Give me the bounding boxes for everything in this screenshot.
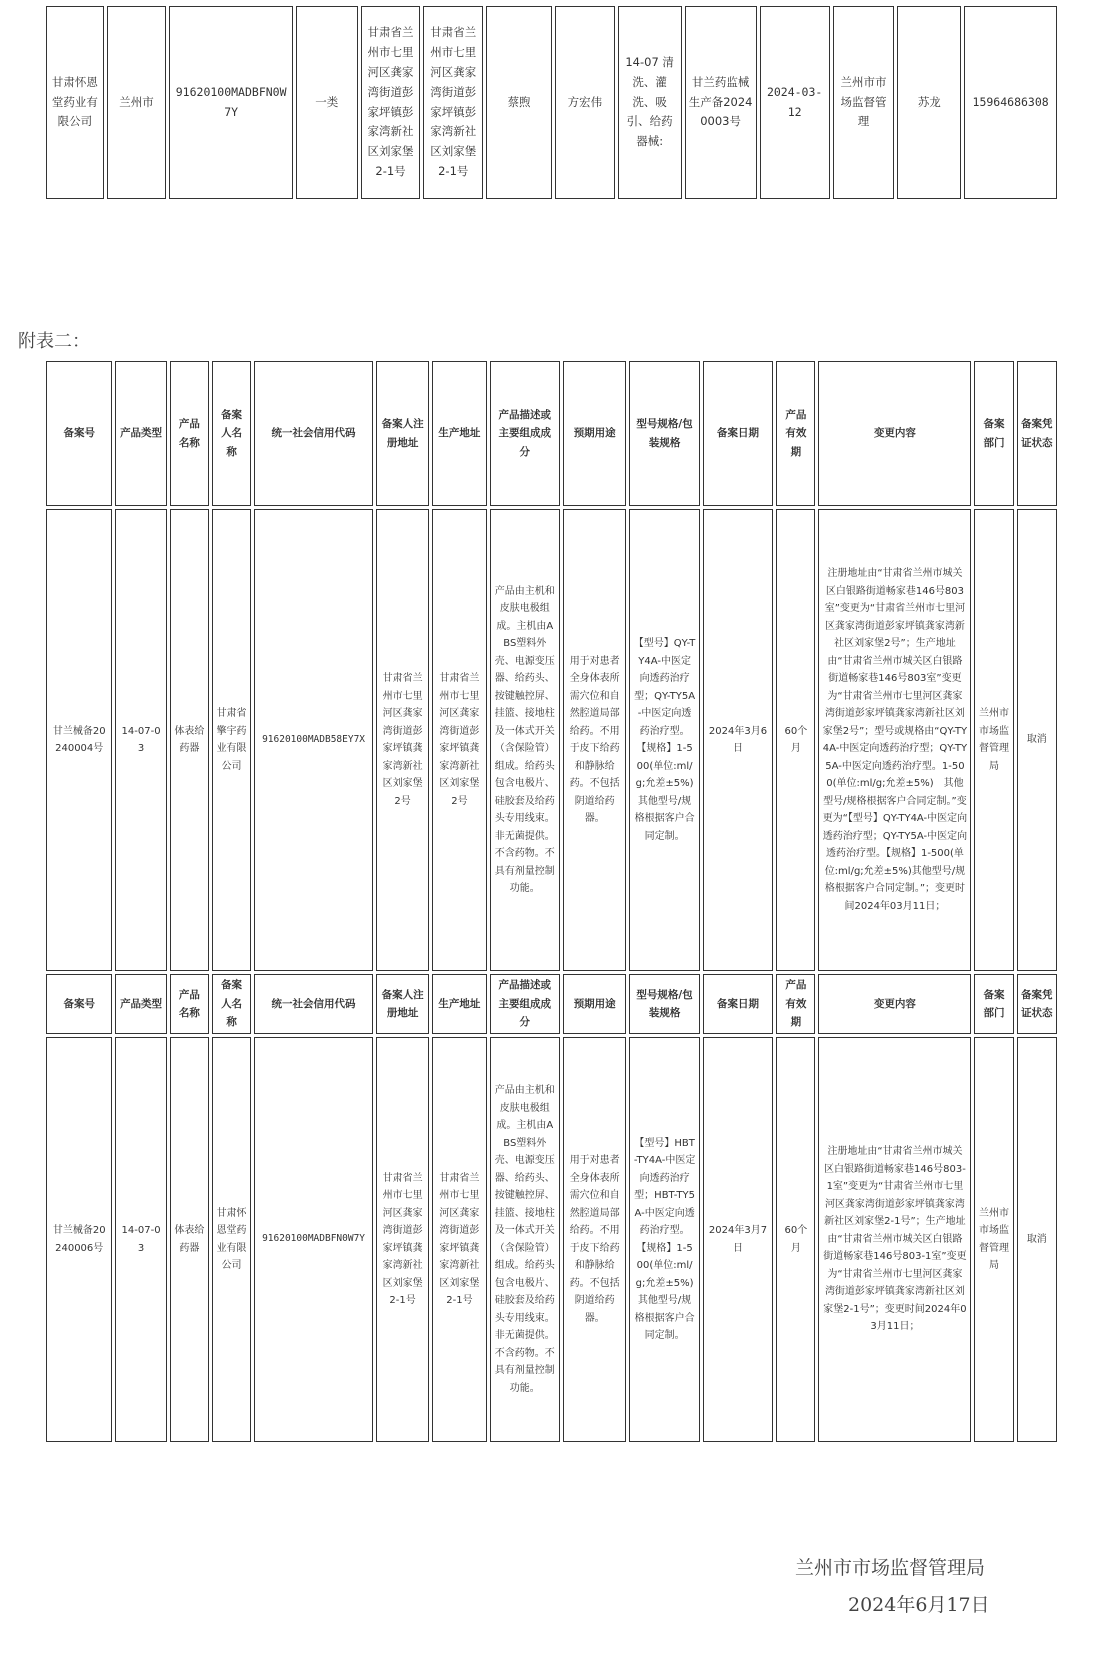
cell-credit-code: 91620100MADBFN0W7Y (254, 1037, 373, 1442)
cell-record-no: 甘兰药监械生产备20240003号 (685, 6, 757, 199)
cell-date: 2024年3月7日 (703, 1037, 773, 1442)
cell-name: 体表给药器 (170, 509, 209, 971)
table-row (46, 509, 1057, 971)
table-header-row (46, 361, 1057, 506)
header-cell: 备案部门 (974, 361, 1013, 506)
cell-prod-address: 甘肃省兰州市七里河区龚家湾街道彭家坪镇彭家湾新社区刘家堡2-1号 (423, 6, 483, 199)
cell-legal-person: 蔡煦 (486, 6, 552, 199)
cell-prod-address: 甘肃省兰州市七里河区龚家湾街道彭家坪镇龚家湾新社区刘家堡2-1号 (432, 1037, 486, 1442)
header-cell: 统一社会信用代码 (254, 974, 373, 1034)
cell-company: 甘肃怀恩堂药业有限公司 (46, 6, 104, 199)
header-cell: 生产地址 (432, 361, 486, 506)
table-header-row (46, 974, 1057, 1034)
cell-dept: 兰州市市场监督管理 (833, 6, 895, 199)
header-cell: 备案号 (46, 361, 112, 506)
cell-status: 取消 (1017, 509, 1057, 971)
cell-usage: 用于对患者全身体表所需穴位和自然腔道局部给药。不用于皮下给药和静脉给药。不包括阴道给药器。 (563, 1037, 626, 1442)
header-cell: 产品有效期 (776, 361, 815, 506)
header-cell: 变更内容 (818, 974, 971, 1034)
header-cell: 生产地址 (432, 974, 486, 1034)
header-cell: 变更内容 (818, 361, 971, 506)
cell-category: 一类 (296, 6, 358, 199)
header-cell: 备案凭证状态 (1017, 361, 1057, 506)
signature-date: 2024年6月17日 (848, 1594, 990, 1616)
cell-filer: 甘肃省擎宇药业有限公司 (212, 509, 251, 971)
header-cell: 产品类型 (115, 361, 166, 506)
header-cell: 产品有效期 (776, 974, 815, 1034)
cell-record-no: 甘兰械备20240004号 (46, 509, 112, 971)
header-cell: 产品类型 (115, 974, 166, 1034)
header-cell: 备案人名称 (212, 974, 251, 1034)
cell-validity: 60个月 (776, 509, 815, 971)
header-cell: 备案人注册地址 (376, 974, 429, 1034)
cell-prod-address: 甘肃省兰州市七里河区龚家湾街道彭家坪镇龚家湾新社区刘家堡2号 (432, 509, 486, 971)
header-cell: 备案人注册地址 (376, 361, 429, 506)
table-row (46, 6, 1057, 199)
cell-dept: 兰州市市场监督管理局 (974, 509, 1013, 971)
cell-city: 兰州市 (107, 6, 167, 199)
header-cell: 统一社会信用代码 (254, 361, 373, 506)
cell-reg-address: 甘肃省兰州市七里河区龚家湾街道彭家坪镇龚家湾新社区刘家堡2-1号 (376, 1037, 429, 1442)
signature-org: 兰州市市场监督管理局 (795, 1557, 986, 1579)
cell-spec: 【型号】HBT-TY4A-中医定向透药治疗型；HBT-TY5A-中医定向透药治疗型。【规格】1-500(单位:ml/g;允差±5%)其他型号/规格根据客户合同定制。 (629, 1037, 699, 1442)
cell-name: 体表给药器 (170, 1037, 209, 1442)
cell-description: 产品由主机和皮肤电极组成。主机由ABS塑料外壳、电源变压器、给药头、按键触控屏、挂篮、接地柱及一体式开关（含保险管）组成。给药头包含电极片、硅胶套及给药头专用线束。非无菌提供。不含药物。不具有剂量控制功能。 (490, 1037, 560, 1442)
filing-table-1 (43, 3, 1060, 202)
cell-credit-code: 91620100MADB58EY7X (254, 509, 373, 971)
cell-scope: 14-07 清洗、灌洗、吸引、给药器械: (618, 6, 682, 199)
cell-type: 14-07-03 (115, 509, 166, 971)
cell-description: 产品由主机和皮肤电极组成。主机由ABS塑料外壳、电源变压器、给药头、按键触控屏、挂篮、接地柱及一体式开关（含保险管）组成。给药头包含电极片、硅胶套及给药头专用线束。非无菌提供。不含药物。不具有剂量控制功能。 (490, 509, 560, 971)
table-row (46, 1037, 1057, 1442)
header-cell: 预期用途 (563, 974, 626, 1034)
header-cell: 产品描述或主要组成成分 (490, 974, 560, 1034)
cell-type: 14-07-03 (115, 1037, 166, 1442)
cell-dept: 兰州市市场监督管理局 (974, 1037, 1013, 1442)
header-cell: 备案日期 (703, 361, 773, 506)
cell-record-no: 甘兰械备20240006号 (46, 1037, 112, 1442)
header-cell: 备案人名称 (212, 361, 251, 506)
header-cell: 型号规格/包装规格 (629, 361, 699, 506)
cell-validity: 60个月 (776, 1037, 815, 1442)
cell-filer: 甘肃怀恩堂药业有限公司 (212, 1037, 251, 1442)
cell-changes: 注册地址由“甘肃省兰州市城关区白银路街道畅家巷146号803-1室”变更为“甘肃省兰州市七里河区龚家湾街道彭家坪镇龚家湾新社区刘家堡2-1号”；生产地址由“甘肃省兰州市城关区白银路街道畅家巷146号803-1室”变更为“甘肃省兰州市七里河区龚家湾街道彭家坪镇龚家湾新社区刘家堡2-1号”；变更时间2024年03月11日； (818, 1037, 971, 1442)
filing-table-2 (43, 358, 1060, 1445)
cell-changes: 注册地址由“甘肃省兰州市城关区白银路街道畅家巷146号803室”变更为“甘肃省兰州市七里河区龚家湾街道彭家坪镇龚家湾新社区刘家堡2号”；生产地址由“甘肃省兰州市城关区白银路街道畅家巷146号803室”变更为“甘肃省兰州市七里河区龚家湾街道彭家坪镇龚家湾新社区刘家堡2号”；型号或规格由“QY-TY4A-中医定向透药治疗型；QY-TY5A-中医定向透药治疗型。1-500(单位:ml/g;允差±5%) 其他型号/规格根据客户合同定制。”变更为“【型号】QY-TY4A-中医定向透药治疗型；QY-TY5A-中医定向透药治疗型。【规格】1-500(单位:ml/g;允差±5%)其他型号/规格根据客户合同定制。”；变更时间2024年03月11日； (818, 509, 971, 971)
header-cell: 产品名称 (170, 361, 209, 506)
cell-status: 取消 (1017, 1037, 1057, 1442)
header-cell: 备案凭证状态 (1017, 974, 1057, 1034)
header-cell: 备案日期 (703, 974, 773, 1034)
cell-spec: 【型号】QY-TY4A-中医定向透药治疗型；QY-TY5A-中医定向透药治疗型。【规格】1-500(单位:ml/g;允差±5%)其他型号/规格根据客户合同定制。 (629, 509, 699, 971)
header-cell: 型号规格/包装规格 (629, 974, 699, 1034)
cell-date: 2024年3月6日 (703, 509, 773, 971)
appendix-label: 附表二： (18, 331, 90, 352)
header-cell: 备案号 (46, 974, 112, 1034)
cell-reg-address: 甘肃省兰州市七里河区龚家湾街道彭家坪镇龚家湾新社区刘家堡2号 (376, 509, 429, 971)
cell-responsible: 方宏伟 (555, 6, 615, 199)
cell-reg-address: 甘肃省兰州市七里河区龚家湾街道彭家坪镇彭家湾新社区刘家堡2-1号 (361, 6, 421, 199)
header-cell: 产品描述或主要组成成分 (490, 361, 560, 506)
cell-date: 2024-03-12 (760, 6, 830, 199)
cell-credit-code: 91620100MADBFN0W7Y (169, 6, 293, 199)
header-cell: 备案部门 (974, 974, 1013, 1034)
cell-contact: 苏龙 (897, 6, 961, 199)
header-cell: 预期用途 (563, 361, 626, 506)
cell-phone: 15964686308 (964, 6, 1057, 199)
header-cell: 产品名称 (170, 974, 209, 1034)
cell-usage: 用于对患者全身体表所需穴位和自然腔道局部给药。不用于皮下给药和静脉给药。不包括阴道给药器。 (563, 509, 626, 971)
